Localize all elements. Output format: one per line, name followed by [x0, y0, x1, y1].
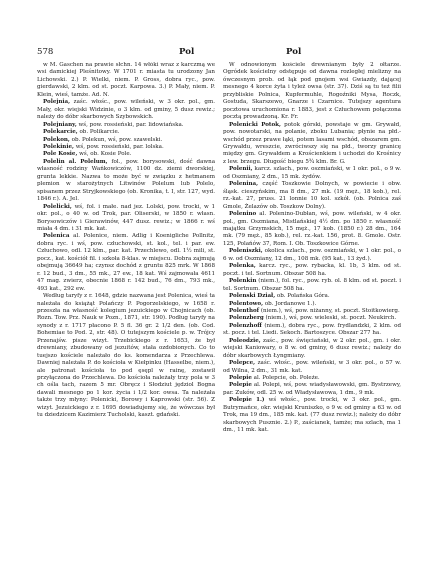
- entry-paragraph: [223, 263, 401, 278]
- entry-text: (niem.), wś, pow. niżanny, st. poczt. Stoitkowierg.: [260, 307, 400, 314]
- left-column: [37, 62, 215, 532]
- entry-paragraph: [223, 181, 401, 211]
- entry-text: ob. Polekun, wś, pow. szawelski.: [71, 136, 163, 143]
- entry-text: Według taryfy z r. 1648, gdzie nazwana jest Polenica, wieś ta należała do książąt Polańczy P. Pogorzelskiego, w 1658 r. przeszła na własność kolegium jezuickiego w Chojnicach (ob. Rozn. Tow. Prz. Nauk w Pozn., 1871, str. 190). Podług taryfy na synody z r. 1717 płacono P. 5 fl. 36 gr. 2 1/2 den. (ob. Cod. Bohemiae to Pod. 2, str. 48). O tutejszym kościele p. w. Trójcy Przenajśw. pisze wizyt. Trzebickiego z r. 1653, że był drewniany, zbudowany od jezuitów, stała ozdobionych. Co to tuejszo kościele należało do ks. komendarza z Przechlewa. Dawniej należała P. do kościoła w Kiełpinku (Hasselbe, niem.), ale patronat kościoła to pod ęsępl w rainę, zostawił przyłączona do Przechlewa. Do kościoła należały trzy pola w 3 ch ośla tach, razem 5 mr. Obręcz i Słodziut jędziol Bogna dawali mesnego po 1 kor. życia i 1/2 kor. owsa. Ta należała także trzy młyny: Polenicki, Borowy i Kaprowski (str. 56). Z wizyt. Jezuickiego z r. 1695 dowiadujemy się, że wówczas był tu dziedzicem Kazimierz Tucholski, kaszt. gdański.: [37, 293, 215, 419]
- entry-headword: Polenkin: [229, 278, 257, 285]
- entry-text: (niem.), wś, pow. wieleski, st. poczt. Neukirch.: [265, 315, 397, 322]
- entry-paragraph: [223, 62, 401, 122]
- entry-headword: Polejniany,: [43, 121, 77, 128]
- entry-text: ob. Polikarcie.: [79, 129, 120, 136]
- entry-headword: Polenzhoff: [229, 322, 262, 329]
- entry-headword: Polepce,: [229, 360, 256, 367]
- entry-text: potok górski, powstaje w gm. Grywałd, pow. nowotarski, na polanie, zboku Lubania; płynie na płd.-wschód przez prawe łąki, potem lasami wschód, obszarem gm. Grywałdu, wreszcie, zwróciwszy się na płd., tworzy granicę między gm. Grywałdem a Krościenkiem i uchodzi do Krośnicy z lew. brzegu. Długość biegu 5¾ klm. Br. G.: [223, 121, 401, 165]
- entry-headword: Polenka,: [229, 263, 256, 270]
- entry-headword: Poleodzie,: [229, 337, 261, 344]
- entry-paragraph: [223, 338, 401, 360]
- entry-paragraph: [223, 248, 401, 263]
- entry-text: al. Polepcie, ob. Poleże.: [253, 375, 320, 382]
- entry-headword: Polenina,: [229, 181, 259, 188]
- entry-text: zaśc., pow. święciański, w 2 okr. pol., gm. i okr. wiejski Kaniowary, o 8 w. od gminy, 6 dusz rewiz.; należy do dóbr skarbowych Łyngmiany.: [223, 337, 401, 359]
- entry-headword: Polepie: [229, 375, 252, 382]
- page-number: 578: [37, 47, 54, 57]
- entry-text: ob. Jordanowe 1.).: [264, 300, 317, 307]
- running-title-left: Pol: [179, 47, 195, 57]
- entry-text: al. Polenino-Dubłan, wś, pow. wileński, w 4 okr. pol., gm. Oszmiana, Mistlańskiej 4½ dm. po 1850 r. własność majątku Grzymskich, 15 męż., 17 kob. (1850 r.) 28 dm., 164 mk. (79 męż., 85 kob.), rel. rz.-kat. 156, prot. 8. Gmole. Ostr. 125, Polańów 37, Rom. I. Ob. Toszkowice Górne.: [223, 211, 401, 247]
- entry-paragraph: [37, 204, 215, 234]
- entry-headword: Polentowo,: [229, 300, 264, 307]
- entry-headword: Polejnia,: [43, 99, 71, 106]
- entry-paragraph: [37, 293, 215, 420]
- entry-headword: Polenicki Potok,: [229, 121, 281, 128]
- entry-paragraph: [223, 301, 401, 308]
- text-columns: [37, 62, 401, 532]
- entry-paragraph: [223, 122, 401, 167]
- entry-text: zaśc. włośc., pow. wileński, w 3 okr. pol., gm. Mały, okr. wiejski Widzinie, o 3 klm. od gminy, 5 dusz rewiz.; należy do dóbr skarbowych Szybowskich.: [37, 99, 215, 121]
- entry-text: w M. Gaschen na prawie słchn. 14 włóki wraz z karczmą we wsi damickiej Pleśnitowy. W 1701 r. miasta tu urodzony Jan Lichowski. 2.) P. Wielki, niem. P. Gross, dobra ryc., pow. gierdawski, 2 klm. od st. poczt. Karpowa. 3.) P. Mały, niem. P. Klein, wieś, tamże. Ad. N.: [37, 62, 215, 98]
- entry-text: W odnowionym kościele drewnianym były 2 ołtarze. Ogródek kościelny odstępuje od dawna rozległej mielizny na ówczesnym prob. od łąk pod gnojem wsi Gwiazdy, dającej mesnego 4 korce żyta i tyleż owsa (str. 37). Dziś są tu też filii przybliskie Polnica, Kupfermuhle, Rogoźniki Mysa, Roczk, Gostuda, Skarszewo, Gnarze i Czarnice. Tutejszy agentura pocztowa uruchomiona r. 1883, jest z Człuchowem połączona pocztą prowadzoną. Kr. Fr.: [223, 62, 401, 121]
- entry-headword: Polenzberg: [229, 315, 264, 322]
- entry-text: ob. Polańska Góra.: [276, 293, 330, 300]
- entry-headword: Polenica: [43, 233, 70, 240]
- entry-text: część Toszkowie Dolnych, w powiecie i obw. śląsk. cieszyńskim, ma 8 dm., 27 mk. (19 męż., 18 kob.), rel. rz.-kat. 27, pruss. 21 lonnie 10 kol. szkół. (ob. Polnica zaś Gmole, Żelazów ob. Toszkow Dolny).: [223, 181, 401, 210]
- entry-headword: Poleniszki,: [229, 248, 263, 255]
- entry-paragraph: [223, 360, 401, 375]
- page-header: [37, 46, 401, 58]
- entry-headword: Polenii,: [229, 166, 253, 173]
- entry-text: fol., pow. borysowski, dość dawna własność rodziny Wańkowiczów, 1100 dz. ziemi dworskiej, grunta lekkie. Nazwa to może być w związku z hetmanem plemion w starożytnych Litwinów Polelum lub Polelo, spisanem przez Stryjkowskiego (ob. Kronika, t. I, str. 127, wyd. 1846 r.). A. Jel.: [37, 158, 215, 203]
- entry-paragraph: [37, 122, 215, 129]
- entry-paragraph: [37, 99, 215, 121]
- entry-text: wś włośc., pow. trocki, w 3 okr. pol., gm. Butrymańce, okr. wiejski Kruniszko, o 9 w. od gminy a 63 w. od Trok, ma 19 dm., 185 mk. kat. (77 dusz rewiz.); należy do dóbr skarbowych Pusznie. 2.) P., zaścianek, tamże; ma szlach, ma 1 dm., 11 mk. kat.: [223, 397, 401, 434]
- entry-headword: Polelicki,: [43, 203, 72, 210]
- entry-paragraph: [37, 151, 215, 158]
- entry-headword: Polenino: [229, 211, 257, 218]
- entry-text: wś, pow. rossieński, par. lolska.: [75, 143, 164, 150]
- entry-text: okolica szlach., pow. oszmiański, w 1 okr. pol., o 6 w. od Oszmiany, 12 dm., 108 mk. (95 kat., 13 żyd.).: [223, 248, 401, 262]
- entry-headword: Polenthof: [229, 307, 260, 314]
- entry-text: al. Polenice, niem. Adlig i Koenigliche Pollnitz, dobra ryc. i wś, pow. człuchowski, st. kol., tel. i par. ew. Człuchowo, odl. 12 klm., par. kat. Przechlewo, odl. 1½ mili, st. pocz., kat. kościół fil. i szkoła 8-klas. w miejscu. Dobra zajmują obejmują 36649 ha; czynsz dochód z gruntu 825 mrk. W 1868 r. 12 bud., 3 dm., 55 mk., 27 ew., 18 kat. Wś zajmowała 4611 47 mag. zwierz, obecnie 1868 r. 142 bud., 76 dm., 793 mk., 493 kat., 292 ew.: [37, 233, 215, 292]
- entry-paragraph: [223, 315, 401, 322]
- entry-text: karcz. szlach., pow. oszmiański, w 1 okr. pol., o 9 w. od Oszmiany, 2 dm., 15 mk. żydów.: [223, 166, 401, 180]
- entry-text: (niem.), fol. ryc., pow. ryb. ol. 8 klm. od st. poczt. i tel. Sortnum. Obszar 508 ha.: [223, 278, 401, 292]
- entry-paragraph: [37, 62, 215, 99]
- running-title-right: Pol: [286, 47, 302, 57]
- entry-headword: Polekinie,: [43, 143, 74, 150]
- entry-paragraph: [223, 211, 401, 248]
- entry-paragraph: [223, 278, 401, 293]
- entry-text: wś, pow. rossieński, par. lidowiańska.: [78, 121, 184, 128]
- entry-headword: Polekarcie,: [43, 129, 78, 136]
- entry-paragraph: [223, 293, 401, 300]
- right-column: [223, 62, 401, 532]
- entry-headword: Polelin al. Polelum,: [43, 158, 108, 165]
- entry-paragraph: [223, 382, 401, 397]
- entry-text: wś, fol. i małe. nad jez. Lolski, pow. trocki, w 1 okr. pol., o 40 w. od Trok, par. Oliserski, w 1850 r. własn. Borysowiczów i Gierawinów, 447 dusz. rewiz.; w 1866 r. wś miała 4 dm. i 31 mk. kat.: [37, 203, 215, 232]
- entry-paragraph: [223, 397, 401, 434]
- entry-paragraph: [37, 233, 215, 293]
- entry-paragraph: [223, 166, 401, 181]
- entry-text: wś, ob. Kosie Pole.: [79, 151, 132, 158]
- entry-text: al. Polepi, wś, pow. wiadysławowski, gm. Bystrzewy, par. Zuków, odl. 25 w. od Władysławowa, 1 dm., 9 mk.: [223, 382, 401, 396]
- entry-text: (niem.), dobra ryc., pow. frydlandzki, 2 klm. od st. pocz. i tel. Liedi. Sekoch. Bartoszyce. Obszar 277 ha.: [223, 322, 401, 337]
- entry-paragraph: [37, 137, 215, 144]
- entry-headword: Pole Kosie,: [43, 151, 78, 158]
- entry-paragraph: [223, 323, 401, 338]
- entry-paragraph: [37, 129, 215, 136]
- entry-text: karcz. ryc., pow. rybacka, kl. 1b, 3 klm. od st. poczt. i tel. Sortnum. Obszar 508 ha.: [223, 263, 401, 277]
- entry-headword: Polepie: [229, 382, 252, 389]
- entry-headword: Polepie 1.): [229, 397, 265, 404]
- entry-text: zaśc. włośc., pow. wileński, w 3 okr. pol., o 57 w. od Wilna, 2 dm., 31 mk. kat.: [223, 360, 401, 374]
- entry-headword: Polekon,: [43, 136, 70, 143]
- entry-paragraph: [37, 159, 215, 204]
- entry-headword: Polenski Dział,: [229, 293, 276, 300]
